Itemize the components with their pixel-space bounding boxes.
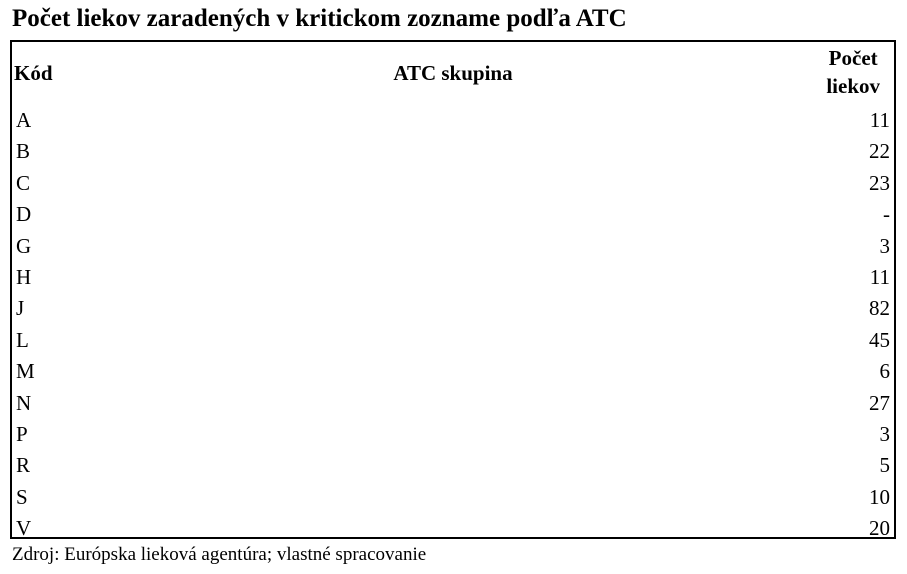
row-count: 5: [879, 453, 890, 478]
table-title: Počet liekov zaradených v kritickom zozname podľa ATC: [12, 5, 627, 32]
row-count: 27: [869, 390, 890, 415]
row-code: N: [16, 390, 32, 415]
header-count-line1: Počet: [828, 46, 878, 70]
table-row: [12, 356, 894, 387]
table-row: [12, 419, 894, 450]
table-row: [12, 199, 894, 230]
row-count: 3: [879, 233, 890, 258]
row-count: 11: [869, 108, 890, 132]
row-code: S: [16, 484, 28, 509]
row-code: J: [16, 296, 25, 321]
header-atc-group: ATC skupina: [393, 61, 513, 85]
header-count: [826, 44, 880, 100]
row-count: 3: [879, 421, 890, 446]
row-count: 45: [869, 327, 890, 352]
table-row: [12, 262, 894, 293]
row-code: G: [16, 233, 32, 258]
row-code: R: [16, 453, 31, 478]
row-code: D: [16, 202, 32, 227]
row-count: 20: [869, 516, 890, 541]
table-row: [12, 450, 894, 481]
row-code: L: [16, 327, 29, 352]
table-row: [12, 482, 894, 513]
row-count: -: [883, 202, 890, 227]
row-count: 22: [869, 139, 890, 164]
table-row: [12, 231, 894, 262]
header-code: Kód: [14, 61, 53, 85]
source-note: Zdroj: Európska lieková agentúra; vlastné spracovanie: [12, 544, 427, 565]
row-code: P: [16, 421, 28, 446]
table-row: [12, 513, 894, 544]
table-row: [12, 105, 894, 136]
row-code: B: [16, 139, 31, 164]
table-row: [12, 136, 894, 167]
atc-table: [10, 40, 896, 539]
row-code: H: [16, 264, 32, 289]
header-count-line2: liekov: [826, 74, 880, 98]
table-row: [12, 168, 894, 199]
table-body: [12, 105, 894, 544]
table-row-highlighted: [12, 325, 894, 356]
row-count: 6: [879, 359, 890, 384]
row-code: A: [16, 108, 32, 132]
table-row-highlighted: [12, 388, 894, 419]
table-row-highlighted: [12, 293, 894, 324]
row-count: 10: [869, 484, 890, 509]
row-count: 23: [869, 170, 890, 195]
row-code: M: [16, 359, 35, 384]
row-code: C: [16, 170, 31, 195]
row-count: 82: [869, 296, 890, 321]
row-code: V: [16, 516, 32, 541]
row-count: 11: [869, 264, 890, 289]
table-header: [12, 42, 894, 104]
